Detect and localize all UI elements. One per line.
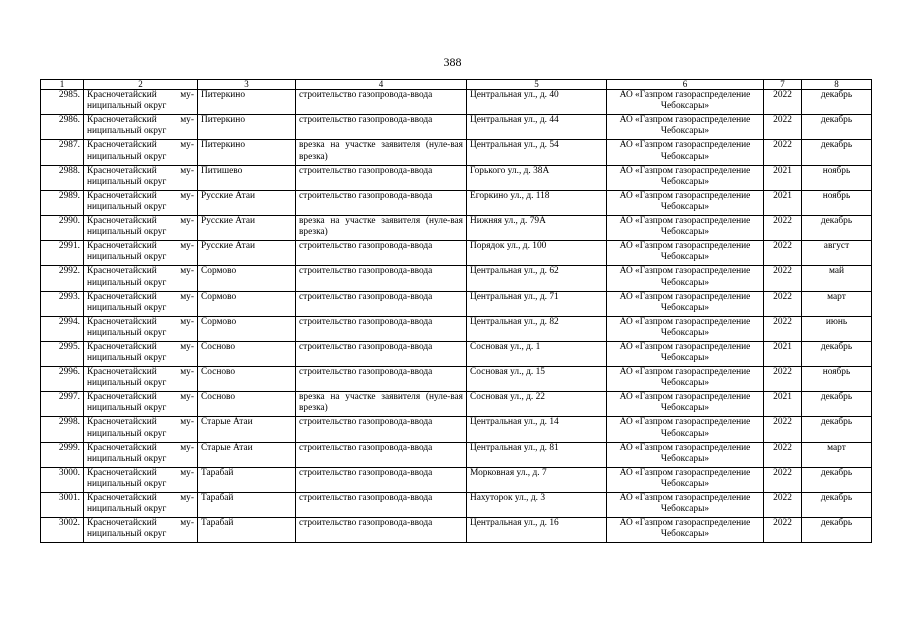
address-cell: Центральная ул., д. 44 [467,115,607,140]
district-name: Красночетайский [87,266,157,277]
organization-line-2: Чебоксары» [660,479,710,490]
column-header: 4 [296,80,467,90]
row-number: 2991. [41,241,84,266]
district-hyphen-part: му- [180,165,194,176]
district-suffix: ниципальный округ [87,176,167,187]
column-header: 1 [41,80,84,90]
table-row [41,115,872,140]
municipal-district-cell [84,291,198,316]
address-cell: Горького ул., д. 38А [467,165,607,190]
organization-cell [607,367,764,392]
table-row [41,316,872,341]
organization-line-1: АО «Газпром газораспределение [619,493,751,503]
work-type-cell: строительство газопровода-ввода [296,115,467,140]
organization-line-1: АО «Газпром газораспределение [619,417,751,428]
column-header: 3 [198,80,296,90]
organization-cell [607,442,764,467]
table-row [41,392,872,417]
row-number: 2993. [41,291,84,316]
settlement-cell: Сормово [198,316,296,341]
work-type-cell: строительство газопровода-ввода [296,493,467,518]
organization-line-2: Чебоксары» [660,302,710,313]
year-cell: 2022 [764,140,802,165]
municipal-district-cell [84,518,198,543]
year-cell: 2022 [764,442,802,467]
month-cell: март [802,291,872,316]
organization-line-2: Чебоксары» [660,327,710,338]
district-hyphen-part: му- [180,341,194,352]
district-name: Красночетайский [87,140,157,151]
organization-line-1: АО «Газпром газораспределение [619,442,751,453]
municipal-district-cell [84,241,198,266]
district-hyphen-part: му- [180,493,194,503]
organization-cell [607,493,764,518]
year-cell: 2022 [764,417,802,442]
district-hyphen-part: му- [180,115,194,126]
address-cell: Сосновая ул., д. 15 [467,367,607,392]
organization-line-1: АО «Газпром газораспределение [619,140,751,151]
month-cell: май [802,266,872,291]
column-header: 7 [764,80,802,90]
district-hyphen-part: му- [180,90,194,100]
district-hyphen-part: му- [180,442,194,453]
municipal-district-cell [84,442,198,467]
district-name: Красночетайский [87,215,157,226]
district-name: Красночетайский [87,316,157,327]
district-suffix: ниципальный округ [87,126,167,137]
district-suffix: ниципальный округ [87,529,167,540]
organization-cell [607,316,764,341]
organization-cell [607,266,764,291]
month-cell: ноябрь [802,190,872,215]
district-hyphen-part: му- [180,518,194,529]
district-hyphen-part: му- [180,215,194,226]
table-row [41,341,872,366]
table-row [41,90,872,115]
row-number: 2999. [41,442,84,467]
row-number: 2994. [41,316,84,341]
row-number: 3001. [41,493,84,518]
municipal-district-cell [84,190,198,215]
organization-cell [607,190,764,215]
table-row [41,442,872,467]
column-number-row [41,80,872,90]
settlement-cell: Питеркино [198,115,296,140]
organization-line-1: АО «Газпром газораспределение [619,190,751,201]
district-name: Красночетайский [87,417,157,428]
year-cell: 2021 [764,165,802,190]
municipal-district-cell [84,266,198,291]
organization-cell [607,417,764,442]
row-number: 2986. [41,115,84,140]
month-cell: декабрь [802,140,872,165]
municipal-district-cell [84,215,198,240]
organization-line-1: АО «Газпром газораспределение [619,90,751,100]
work-type-cell: строительство газопровода-ввода [296,442,467,467]
address-cell: Центральная ул., д. 16 [467,518,607,543]
table-row [41,493,872,518]
organization-cell [607,341,764,366]
settlement-cell: Сосново [198,341,296,366]
address-cell: Центральная ул., д. 71 [467,291,607,316]
settlement-cell: Питишево [198,165,296,190]
district-name: Красночетайский [87,518,157,529]
settlement-cell: Сосново [198,392,296,417]
month-cell: декабрь [802,467,872,492]
row-number: 2992. [41,266,84,291]
district-suffix: ниципальный округ [87,277,167,288]
district-name: Красночетайский [87,467,157,478]
organization-cell [607,467,764,492]
month-cell: декабрь [802,115,872,140]
year-cell: 2022 [764,367,802,392]
settlement-cell: Русские Атаи [198,241,296,266]
organization-cell [607,392,764,417]
district-name: Красночетайский [87,341,157,352]
row-number: 2997. [41,392,84,417]
district-suffix: ниципальный округ [87,378,167,389]
row-number: 2985. [41,90,84,115]
year-cell: 2022 [764,493,802,518]
organization-line-1: АО «Газпром газораспределение [619,467,751,478]
organization-line-1: АО «Газпром газораспределение [619,215,751,226]
row-number: 2996. [41,367,84,392]
settlement-cell: Сормово [198,291,296,316]
organization-line-1: АО «Газпром газораспределение [619,115,751,126]
settlement-cell: Старые Атаи [198,417,296,442]
work-type-cell: строительство газопровода-ввода [296,367,467,392]
column-header: 8 [802,80,872,90]
organization-line-1: АО «Газпром газораспределение [619,241,751,252]
row-number: 2995. [41,341,84,366]
organization-cell [607,165,764,190]
year-cell: 2022 [764,316,802,341]
column-header: 5 [467,80,607,90]
municipal-district-cell [84,493,198,518]
organization-line-2: Чебоксары» [660,428,710,439]
table-row [41,467,872,492]
work-type-cell: строительство газопровода-ввода [296,341,467,366]
organization-line-2: Чебоксары» [660,453,710,464]
district-name: Красночетайский [87,165,157,176]
table-row [41,165,872,190]
organization-line-2: Чебоксары» [660,529,710,540]
organization-line-2: Чебоксары» [660,201,710,212]
organization-cell [607,518,764,543]
organization-line-1: АО «Газпром газораспределение [619,291,751,302]
settlement-cell: Сосново [198,367,296,392]
month-cell: декабрь [802,90,872,115]
organization-line-1: АО «Газпром газораспределение [619,266,751,277]
work-type-cell: строительство газопровода-ввода [296,241,467,266]
year-cell: 2022 [764,467,802,492]
work-type-cell: строительство газопровода-ввода [296,518,467,543]
district-name: Красночетайский [87,442,157,453]
district-suffix: ниципальный округ [87,151,167,162]
municipal-district-cell [84,467,198,492]
district-hyphen-part: му- [180,241,194,252]
organization-line-1: АО «Газпром газораспределение [619,518,751,529]
district-hyphen-part: му- [180,266,194,277]
address-cell: Центральная ул., д. 54 [467,140,607,165]
month-cell: июнь [802,316,872,341]
month-cell: март [802,442,872,467]
address-cell: Морковная ул., д. 7 [467,467,607,492]
organization-cell [607,241,764,266]
municipal-district-cell [84,90,198,115]
gas-connection-table [40,79,872,543]
address-cell: Сосновая ул., д. 1 [467,341,607,366]
work-type-cell: строительство газопровода-ввода [296,266,467,291]
district-name: Красночетайский [87,392,157,403]
municipal-district-cell [84,140,198,165]
district-name: Красночетайский [87,115,157,126]
address-cell: Нижняя ул., д. 79А [467,215,607,240]
address-cell: Центральная ул., д. 81 [467,442,607,467]
table-row [41,518,872,543]
address-cell: Центральная ул., д. 62 [467,266,607,291]
year-cell: 2022 [764,266,802,291]
settlement-cell: Тарабай [198,518,296,543]
district-suffix: ниципальный округ [87,302,167,313]
organization-line-2: Чебоксары» [660,353,710,364]
organization-line-2: Чебоксары» [660,227,710,238]
row-number: 2990. [41,215,84,240]
settlement-cell: Русские Атаи [198,215,296,240]
year-cell: 2021 [764,190,802,215]
row-number: 2989. [41,190,84,215]
work-type-cell: строительство газопровода-ввода [296,417,467,442]
district-suffix: ниципальный округ [87,453,167,464]
address-cell: Егоркино ул., д. 118 [467,190,607,215]
month-cell: ноябрь [802,367,872,392]
organization-line-2: Чебоксары» [660,252,710,263]
address-cell: Центральная ул., д. 40 [467,90,607,115]
district-suffix: ниципальный округ [87,227,167,238]
district-name: Красночетайский [87,493,157,503]
address-cell: Нахуторок ул., д. 3 [467,493,607,518]
district-hyphen-part: му- [180,392,194,403]
address-cell: Порядок ул., д. 100 [467,241,607,266]
municipal-district-cell [84,367,198,392]
district-hyphen-part: му- [180,190,194,201]
district-suffix: ниципальный округ [87,353,167,364]
row-number: 2998. [41,417,84,442]
table-row [41,241,872,266]
district-suffix: ниципальный округ [87,327,167,338]
organization-line-2: Чебоксары» [660,126,710,137]
organization-cell [607,90,764,115]
organization-line-2: Чебоксары» [660,378,710,389]
column-header: 6 [607,80,764,90]
settlement-cell: Питеркино [198,90,296,115]
district-hyphen-part: му- [180,316,194,327]
settlement-cell: Питеркино [198,140,296,165]
settlement-cell: Сормово [198,266,296,291]
organization-line-1: АО «Газпром газораспределение [619,392,751,403]
organization-cell [607,140,764,165]
work-type-cell: строительство газопровода-ввода [296,291,467,316]
settlement-cell: Тарабай [198,467,296,492]
district-name: Красночетайский [87,90,157,100]
district-hyphen-part: му- [180,140,194,151]
work-type-cell: строительство газопровода-ввода [296,467,467,492]
year-cell: 2022 [764,90,802,115]
table-row [41,417,872,442]
work-type-cell: строительство газопровода-ввода [296,316,467,341]
month-cell: август [802,241,872,266]
district-suffix: ниципальный округ [87,201,167,212]
organization-cell [607,115,764,140]
year-cell: 2022 [764,291,802,316]
address-cell: Центральная ул., д. 14 [467,417,607,442]
page-number: 388 [443,55,462,69]
year-cell: 2021 [764,341,802,366]
work-type-cell: строительство газопровода-ввода [296,90,467,115]
organization-cell [607,291,764,316]
table-row [41,367,872,392]
district-suffix: ниципальный округ [87,252,167,263]
table-row [41,266,872,291]
work-type-cell: врезка на участке заявителя (нуле-вая врезка) [296,392,467,417]
month-cell: ноябрь [802,165,872,190]
year-cell: 2022 [764,518,802,543]
work-type-cell: врезка на участке заявителя (нуле-вая врезка) [296,140,467,165]
year-cell: 2022 [764,115,802,140]
year-cell: 2022 [764,241,802,266]
work-type-cell: врезка на участке заявителя (нуле-вая врезка) [296,215,467,240]
district-suffix: ниципальный округ [87,428,167,439]
month-cell: декабрь [802,493,872,518]
district-suffix: ниципальный округ [87,479,167,490]
table-row [41,291,872,316]
organization-line-2: Чебоксары» [660,101,710,112]
row-number: 3002. [41,518,84,543]
district-name: Красночетайский [87,241,157,252]
organization-line-2: Чебоксары» [660,403,710,414]
settlement-cell: Старые Атаи [198,442,296,467]
row-number: 3000. [41,467,84,492]
settlement-cell: Русские Атаи [198,190,296,215]
year-cell: 2021 [764,392,802,417]
month-cell: декабрь [802,341,872,366]
district-name: Красночетайский [87,190,157,201]
row-number: 2988. [41,165,84,190]
district-suffix: ниципальный округ [87,101,167,112]
district-hyphen-part: му- [180,367,194,378]
month-cell: декабрь [802,392,872,417]
month-cell: декабрь [802,417,872,442]
district-name: Красночетайский [87,291,157,302]
municipal-district-cell [84,417,198,442]
district-suffix: ниципальный округ [87,403,167,414]
municipal-district-cell [84,115,198,140]
organization-line-1: АО «Газпром газораспределение [619,316,751,327]
municipal-district-cell [84,165,198,190]
organization-cell [607,215,764,240]
municipal-district-cell [84,392,198,417]
district-hyphen-part: му- [180,417,194,428]
organization-line-1: АО «Газпром газораспределение [619,341,751,352]
district-suffix: ниципальный округ [87,504,167,515]
address-cell: Сосновая ул., д. 22 [467,392,607,417]
municipal-district-cell [84,316,198,341]
district-name: Красночетайский [87,367,157,378]
address-cell: Центральная ул., д. 82 [467,316,607,341]
table-row [41,140,872,165]
district-hyphen-part: му- [180,291,194,302]
column-header: 2 [84,80,198,90]
municipal-district-cell [84,341,198,366]
work-type-cell: строительство газопровода-ввода [296,190,467,215]
district-hyphen-part: му- [180,467,194,478]
table-row [41,190,872,215]
year-cell: 2022 [764,215,802,240]
settlement-cell: Тарабай [198,493,296,518]
organization-line-2: Чебоксары» [660,504,710,515]
organization-line-2: Чебоксары» [660,277,710,288]
work-type-cell: строительство газопровода-ввода [296,165,467,190]
month-cell: декабрь [802,215,872,240]
organization-line-1: АО «Газпром газораспределение [619,165,751,176]
organization-line-1: АО «Газпром газораспределение [619,367,751,378]
row-number: 2987. [41,140,84,165]
organization-line-2: Чебоксары» [660,176,710,187]
organization-line-2: Чебоксары» [660,151,710,162]
month-cell: декабрь [802,518,872,543]
table-row [41,215,872,240]
